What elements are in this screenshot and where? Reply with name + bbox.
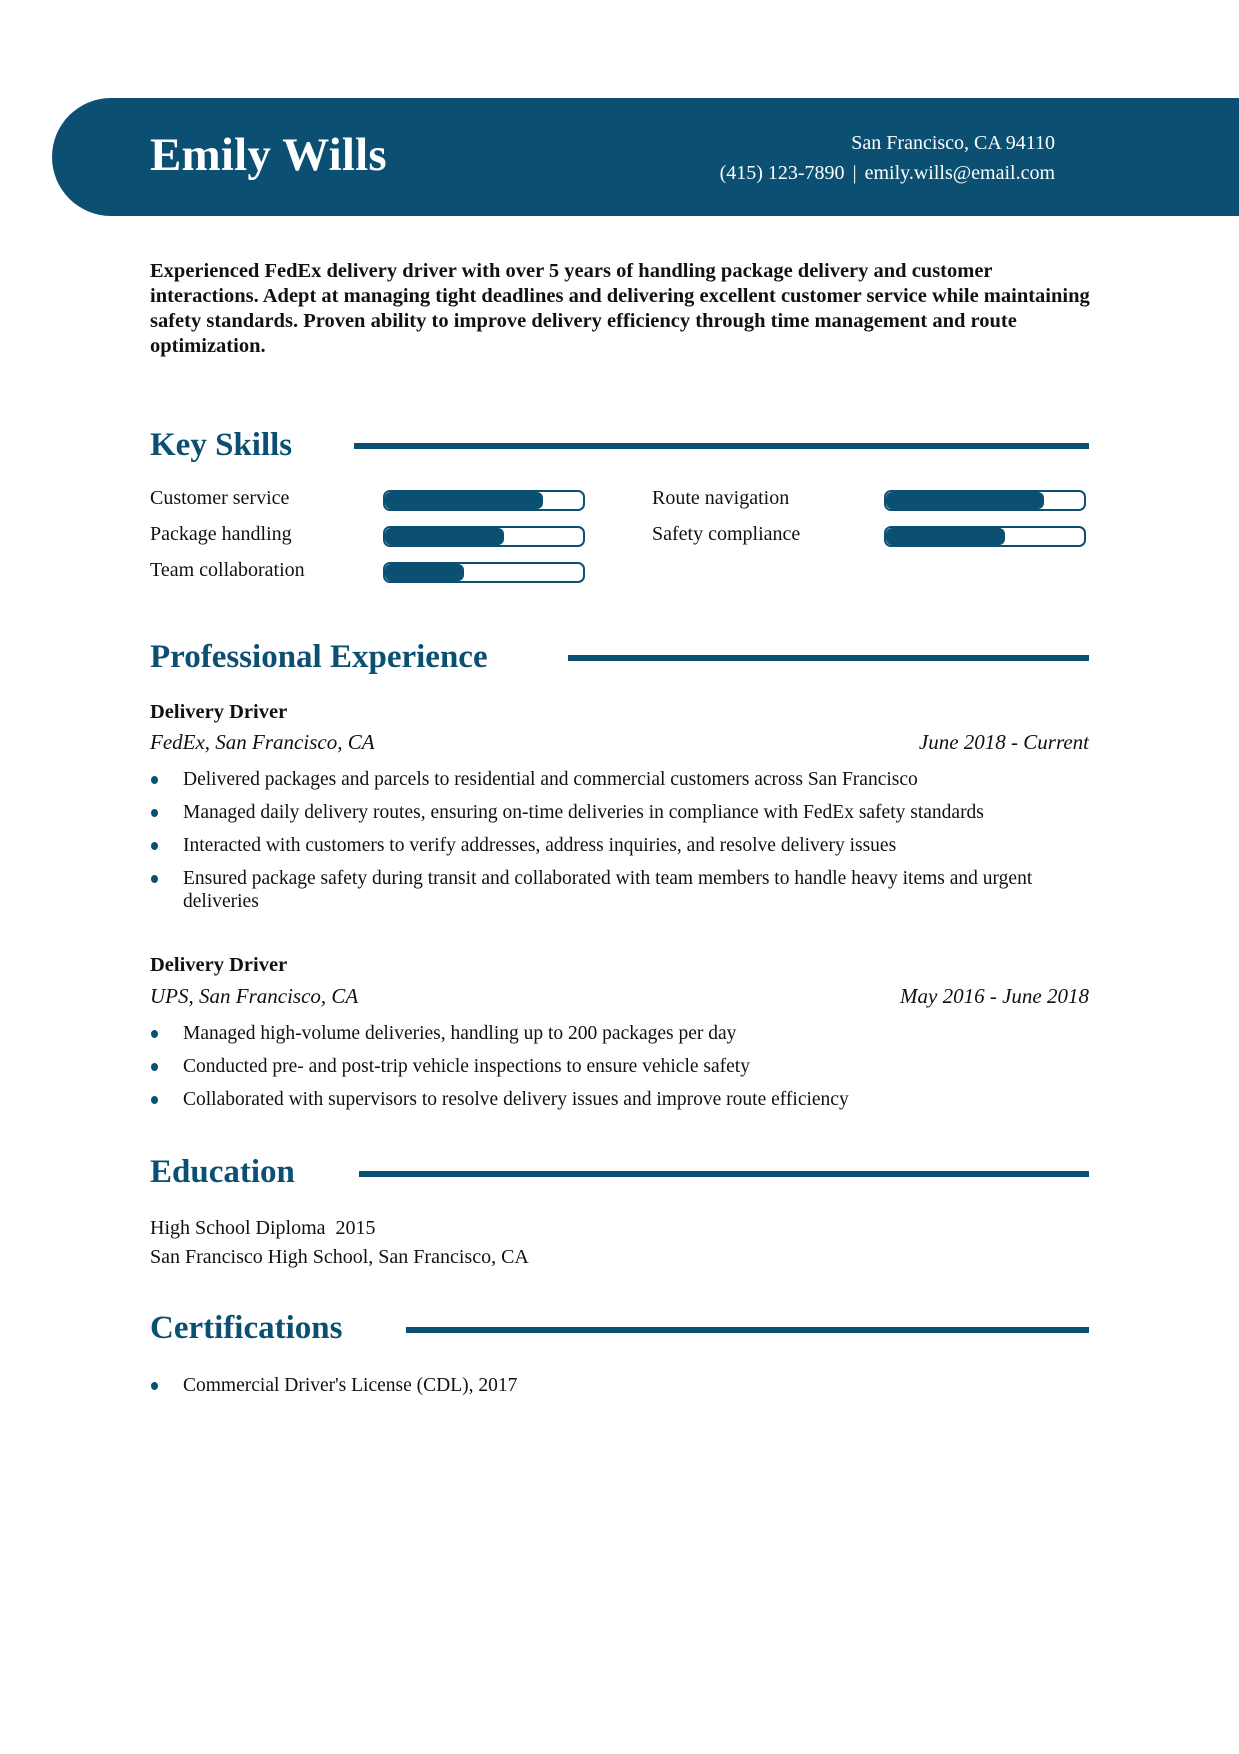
certification-text: Commercial Driver's License (CDL), 2017 <box>183 1375 518 1396</box>
skill-bar-fill <box>385 492 543 509</box>
bullet-text: Delivered packages and parcels to residential and commercial customers across San Francisco <box>183 769 918 790</box>
section-title-professional-experience: Professional Experience <box>150 639 488 675</box>
bullet-icon <box>151 1063 158 1071</box>
education-school: San Francisco High School, San Francisco, CA <box>150 1246 529 1268</box>
candidate-name: Emily Wills <box>150 129 387 181</box>
job-company: UPS, San Francisco, CA <box>150 984 359 1008</box>
job-bullets <box>150 1022 1090 1121</box>
job-title: Delivery Driver <box>150 954 288 976</box>
bullet-text: Managed high-volume deliveries, handling up to 200 packages per day <box>183 1023 737 1044</box>
skill-bar-fill <box>886 528 1005 545</box>
job-dates: June 2018 - Current <box>918 730 1089 754</box>
skill-label: Route navigation <box>652 487 790 509</box>
bullet-text: Ensured package safety during transit and collaborated with team members to handle heavy items and urgent deliveries <box>183 868 1033 912</box>
bullet-icon <box>151 842 158 850</box>
phone: (415) 123-7890 <box>719 162 845 184</box>
list-item <box>150 834 1090 857</box>
bullet-icon <box>151 809 158 817</box>
section-title-certifications: Certifications <box>150 1310 343 1346</box>
bullet-icon <box>151 1382 158 1390</box>
skill-bar <box>884 526 1086 547</box>
certification-list <box>150 1374 1090 1407</box>
bullet-text: Interacted with customers to verify addresses, address inquiries, and resolve delivery issues <box>183 835 897 856</box>
job-dates: May 2016 - June 2018 <box>900 984 1089 1008</box>
section-title-education: Education <box>150 1154 295 1190</box>
section-rule-key-skills <box>354 443 1089 449</box>
skill-label: Team collaboration <box>150 559 305 581</box>
list-item <box>150 1022 1090 1045</box>
skill-label: Customer service <box>150 487 290 509</box>
job-bullets <box>150 768 1090 923</box>
bullet-icon <box>151 875 158 883</box>
section-rule-certifications <box>406 1327 1089 1333</box>
email[interactable]: emily.wills@email.com <box>864 162 1055 184</box>
section-title-key-skills: Key Skills <box>150 427 293 463</box>
bullet-icon <box>151 776 158 784</box>
contact-block <box>720 128 1055 188</box>
skill-label: Package handling <box>150 523 292 545</box>
education-degree: High School Diploma 2015 <box>150 1217 376 1239</box>
address: San Francisco, CA 94110 <box>851 132 1055 154</box>
skill-bar <box>383 562 585 583</box>
section-rule-education <box>359 1171 1089 1177</box>
skill-bar-fill <box>385 564 464 581</box>
job-company: FedEx, San Francisco, CA <box>150 730 375 754</box>
skill-bar-fill <box>385 528 504 545</box>
job-title: Delivery Driver <box>150 701 288 723</box>
bullet-icon <box>151 1030 158 1038</box>
skill-bar <box>383 490 585 511</box>
list-item <box>150 1088 1090 1111</box>
list-item <box>150 867 1090 913</box>
bullet-icon <box>151 1096 158 1104</box>
skill-bar-fill <box>886 492 1044 509</box>
bullet-text: Managed daily delivery routes, ensuring on-time deliveries in compliance with FedEx safety standards <box>183 802 984 823</box>
contact-separator: | <box>852 162 857 184</box>
list-item <box>150 768 1090 791</box>
list-item <box>150 801 1090 824</box>
list-item <box>150 1374 1090 1397</box>
bullet-text: Conducted pre- and post-trip vehicle inspections to ensure vehicle safety <box>183 1056 750 1077</box>
skill-bar <box>383 526 585 547</box>
list-item <box>150 1055 1090 1078</box>
bullet-text: Collaborated with supervisors to resolve delivery issues and improve route efficiency <box>183 1089 849 1110</box>
phone-email-line <box>720 158 1055 188</box>
professional-summary: Experienced FedEx delivery driver with over 5 years of handling package delivery and customer interactions. Adept at managing tight deadlines and delivering excellent customer service while maintaining safety standards. Proven ability to improve delivery efficiency through time management and route optimization. <box>150 260 1090 357</box>
section-rule-professional-experience <box>568 655 1089 661</box>
skill-bar <box>884 490 1086 511</box>
skill-label: Safety compliance <box>652 523 801 545</box>
